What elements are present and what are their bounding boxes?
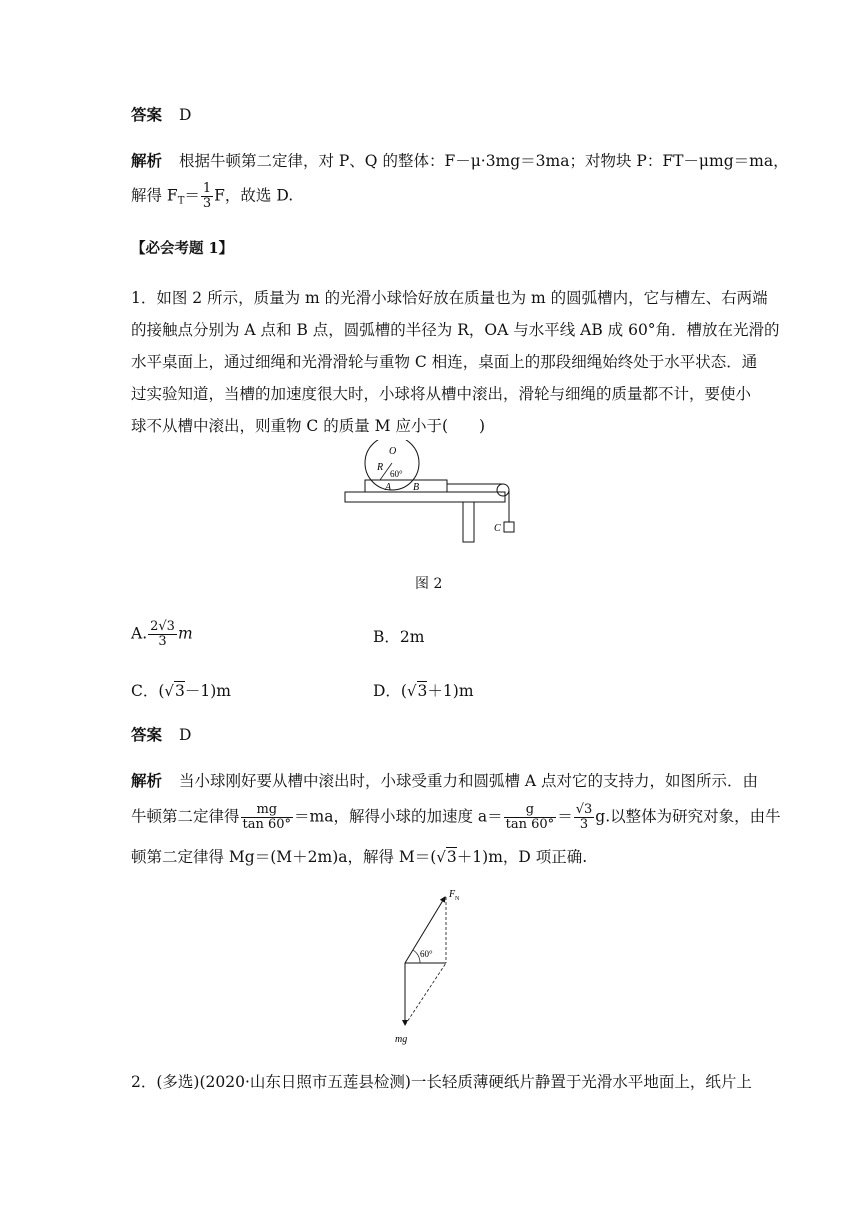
analysis-text: 牛顿第二定律得 bbox=[131, 807, 240, 826]
analysis-text: 根据牛顿第二定律，对 P、Q 的整体：F－μ·3mg＝3ma；对物块 P：FT－μmg＝ma， bbox=[178, 152, 789, 170]
sqrt-sign: √ bbox=[436, 848, 446, 866]
option-label: D．( bbox=[373, 682, 407, 700]
answer-value: D bbox=[178, 726, 192, 744]
fn-subscript: N bbox=[455, 896, 460, 902]
frac-den: tan 60° bbox=[505, 817, 555, 832]
question-line: 球不从槽中滚出，则重物 C 的质量 M 应小于( ) bbox=[131, 417, 486, 435]
answer-value: D bbox=[178, 106, 192, 124]
sqrt-sign: √ bbox=[164, 682, 174, 700]
option-label: C．( bbox=[131, 682, 165, 700]
analysis-text: F，故选 D. bbox=[214, 186, 294, 205]
analysis-text: ＝ bbox=[557, 807, 573, 826]
frac-num: √3 bbox=[575, 802, 593, 817]
fraction bbox=[574, 803, 595, 832]
frac-num: mg bbox=[241, 803, 294, 818]
frac-num: 1 bbox=[202, 181, 212, 196]
option-c bbox=[131, 680, 231, 702]
label-angle: 60° bbox=[390, 469, 403, 479]
analysis-text: ＋1)m，D 项正确. bbox=[456, 848, 588, 866]
frac-num: 2√3 bbox=[150, 619, 175, 634]
question-line: 1．如图 2 所示，质量为 m 的光滑小球恰好放在质量也为 m 的圆弧槽内，它与槽左、右两端 bbox=[131, 289, 768, 307]
label-o: O bbox=[389, 446, 397, 457]
analysis-text: ＝ bbox=[184, 186, 200, 205]
analysis-text: g.以整体为研究对象，由牛 bbox=[595, 807, 781, 826]
option-text: －1)m bbox=[184, 682, 231, 700]
label-c: C bbox=[494, 523, 501, 534]
mg-label: mg bbox=[395, 1034, 408, 1045]
sqrt-sign: √ bbox=[406, 682, 417, 700]
analysis-line-2 bbox=[131, 803, 781, 832]
answer-label: 答案 bbox=[131, 105, 163, 124]
fraction bbox=[148, 620, 177, 649]
analysis-line-1 bbox=[131, 150, 789, 172]
force-diagram bbox=[385, 885, 475, 1045]
option-b: B．2m bbox=[373, 628, 425, 646]
fraction bbox=[241, 803, 294, 832]
fn-label: F bbox=[449, 889, 456, 900]
answer-line-1 bbox=[131, 104, 191, 126]
question-line: 水平桌面上，通过细绳和光滑滑轮与重物 C 相连，桌面上的那段细绳始终处于水平状态．通 bbox=[131, 353, 758, 371]
analysis-line-3 bbox=[131, 846, 587, 868]
dashed-diagonal bbox=[405, 963, 446, 1025]
label-a: A bbox=[385, 482, 392, 493]
figure-caption: 图 2 bbox=[415, 576, 443, 592]
option-label: A. bbox=[131, 624, 148, 643]
frac-den: 3 bbox=[158, 634, 167, 649]
question-line: 2．(多选)(2020·山东日照市五莲县检测)一长轻质薄硬纸片静置于光滑水平地面上，纸片上 bbox=[131, 1073, 752, 1091]
angle-arc bbox=[413, 950, 420, 963]
answer-label: 答案 bbox=[131, 725, 163, 744]
analysis-line-1 bbox=[131, 770, 758, 792]
fraction bbox=[201, 182, 213, 211]
option-a bbox=[131, 620, 193, 649]
subscript: T bbox=[177, 195, 185, 207]
option-text: m bbox=[177, 624, 193, 643]
analysis-text: 解得 F bbox=[131, 186, 178, 205]
table-leg bbox=[463, 502, 474, 542]
question-line: 的接触点分别为 A 点和 B 点，圆弧槽的半径为 R，OA 与水平线 AB 成 60°角．槽放在光滑的 bbox=[131, 321, 780, 339]
answer-line-2 bbox=[131, 724, 191, 746]
option-d bbox=[373, 680, 474, 702]
table-top bbox=[345, 492, 505, 502]
weight-c bbox=[504, 522, 514, 532]
pulley bbox=[497, 484, 509, 496]
sqrt-body: 3 bbox=[446, 848, 457, 866]
analysis-label: 解析 bbox=[131, 771, 163, 790]
frac-den: tan 60° bbox=[242, 817, 292, 832]
analysis-text: 当小球刚好要从槽中滚出时，小球受重力和圆弧槽 A 点对它的支持力，如图所示．由 bbox=[178, 772, 759, 790]
analysis-line-2 bbox=[131, 182, 293, 213]
frac-den: 3 bbox=[202, 196, 212, 211]
sqrt-body: 3 bbox=[417, 682, 428, 700]
fraction bbox=[504, 803, 557, 832]
frac-den: 3 bbox=[579, 817, 589, 832]
analysis-text: ＝ma，解得小球的加速度 a＝ bbox=[294, 807, 503, 826]
angle-label: 60° bbox=[420, 949, 433, 959]
sqrt-body: 3 bbox=[174, 682, 185, 700]
label-b: B bbox=[413, 482, 420, 493]
option-text: ＋1)m bbox=[427, 682, 474, 700]
analysis-label: 解析 bbox=[131, 151, 163, 170]
question-line: 过实验知道，当槽的加速度很大时，小球将从槽中滚出，滑轮与细绳的质量都不计，要使小 bbox=[131, 385, 752, 403]
label-r: R bbox=[377, 462, 384, 473]
frac-num: g bbox=[504, 803, 557, 818]
section-tag: 【必会考题 1】 bbox=[131, 240, 234, 257]
analysis-text: 顿第二定律得 Mg＝(M＋2m)a，解得 M＝( bbox=[131, 848, 437, 866]
figure-2-diagram bbox=[335, 440, 525, 550]
